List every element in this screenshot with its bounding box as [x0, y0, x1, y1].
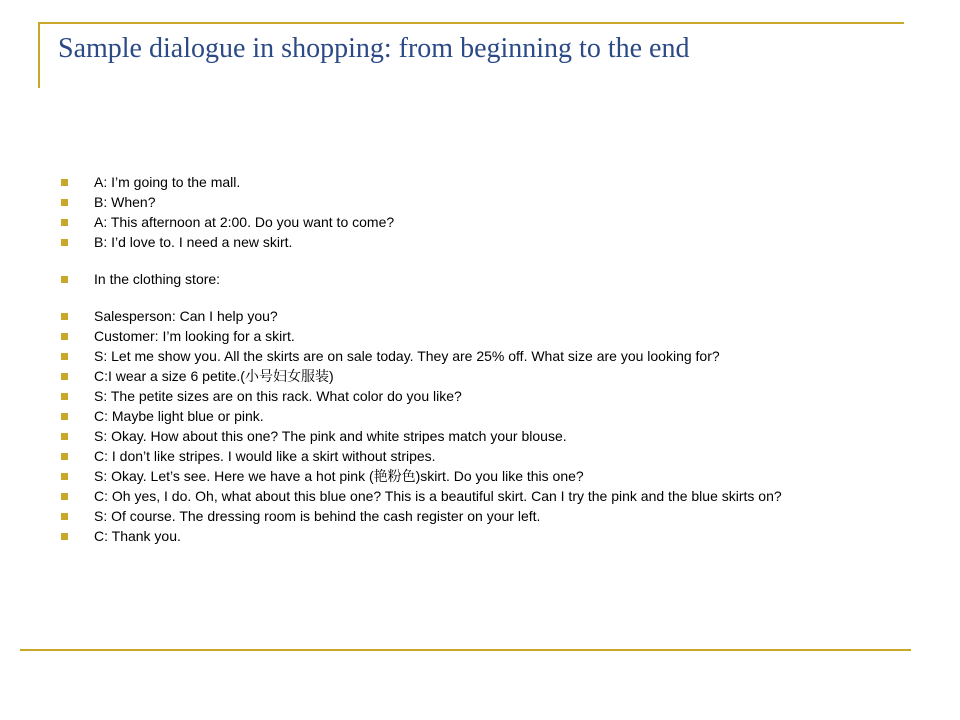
square-bullet-icon — [61, 433, 68, 440]
square-bullet-icon — [61, 353, 68, 360]
list-item — [58, 448, 888, 465]
list-item — [58, 194, 888, 211]
list-item — [58, 174, 888, 191]
square-bullet-icon — [61, 453, 68, 460]
list-item — [58, 388, 888, 405]
left-rule — [38, 22, 40, 88]
slide-title: Sample dialogue in shopping: from beginning to the end — [58, 33, 690, 64]
list-item — [58, 368, 888, 385]
list-item-text: Salesperson: Can I help you? — [94, 308, 278, 324]
top-rule — [38, 22, 904, 24]
list-item-text: C: Thank you. — [94, 528, 181, 544]
square-bullet-icon — [61, 333, 68, 340]
list-item-text: S: Of course. The dressing room is behind the cash register on your left. — [94, 508, 541, 524]
list-item-text: A: I’m going to the mall. — [94, 174, 241, 190]
list-item-text: B: I’d love to. I need a new skirt. — [94, 234, 293, 250]
square-bullet-icon — [61, 373, 68, 380]
list-item — [58, 348, 888, 365]
list-item — [58, 214, 888, 231]
square-bullet-icon — [61, 219, 68, 226]
bullet-list — [58, 174, 888, 548]
list-item — [58, 408, 888, 425]
list-item — [58, 468, 888, 485]
list-item — [58, 271, 888, 288]
list-item — [58, 528, 888, 545]
square-bullet-icon — [61, 393, 68, 400]
list-item-text: Customer: I’m looking for a skirt. — [94, 328, 295, 344]
square-bullet-icon — [61, 179, 68, 186]
square-bullet-icon — [61, 493, 68, 500]
list-item-text: S: Let me show you. All the skirts are on sale today. They are 25% off. What size are you looking for? — [94, 348, 720, 364]
list-item — [58, 328, 888, 345]
bottom-rule — [20, 649, 911, 651]
square-bullet-icon — [61, 473, 68, 480]
list-item-text: S: Okay. Let’s see. Here we have a hot pink (艳粉色)skirt. Do you like this one? — [94, 468, 584, 484]
square-bullet-icon — [61, 239, 68, 246]
list-item-text: C: Maybe light blue or pink. — [94, 408, 264, 424]
list-item — [58, 234, 888, 251]
list-item — [58, 488, 888, 505]
list-item — [58, 308, 888, 325]
list-item-text: C: Oh yes, I do. Oh, what about this blue one? This is a beautiful skirt. Can I try the pink and the blue skirts on? — [94, 488, 782, 504]
list-item-text: S: The petite sizes are on this rack. What color do you like? — [94, 388, 462, 404]
list-item-text: B: When? — [94, 194, 156, 210]
square-bullet-icon — [61, 533, 68, 540]
list-item-text: S: Okay. How about this one? The pink and white stripes match your blouse. — [94, 428, 567, 444]
square-bullet-icon — [61, 413, 68, 420]
square-bullet-icon — [61, 313, 68, 320]
square-bullet-icon — [61, 276, 68, 283]
square-bullet-icon — [61, 513, 68, 520]
list-item-text: In the clothing store: — [94, 271, 221, 287]
list-item-text: C:I wear a size 6 petite.(小号妇女服装) — [94, 368, 334, 384]
list-item — [58, 508, 888, 525]
list-item-text: C: I don’t like stripes. I would like a skirt without stripes. — [94, 448, 436, 464]
list-item-text: A: This afternoon at 2:00. Do you want to come? — [94, 214, 395, 230]
square-bullet-icon — [61, 199, 68, 206]
list-item — [58, 428, 888, 445]
